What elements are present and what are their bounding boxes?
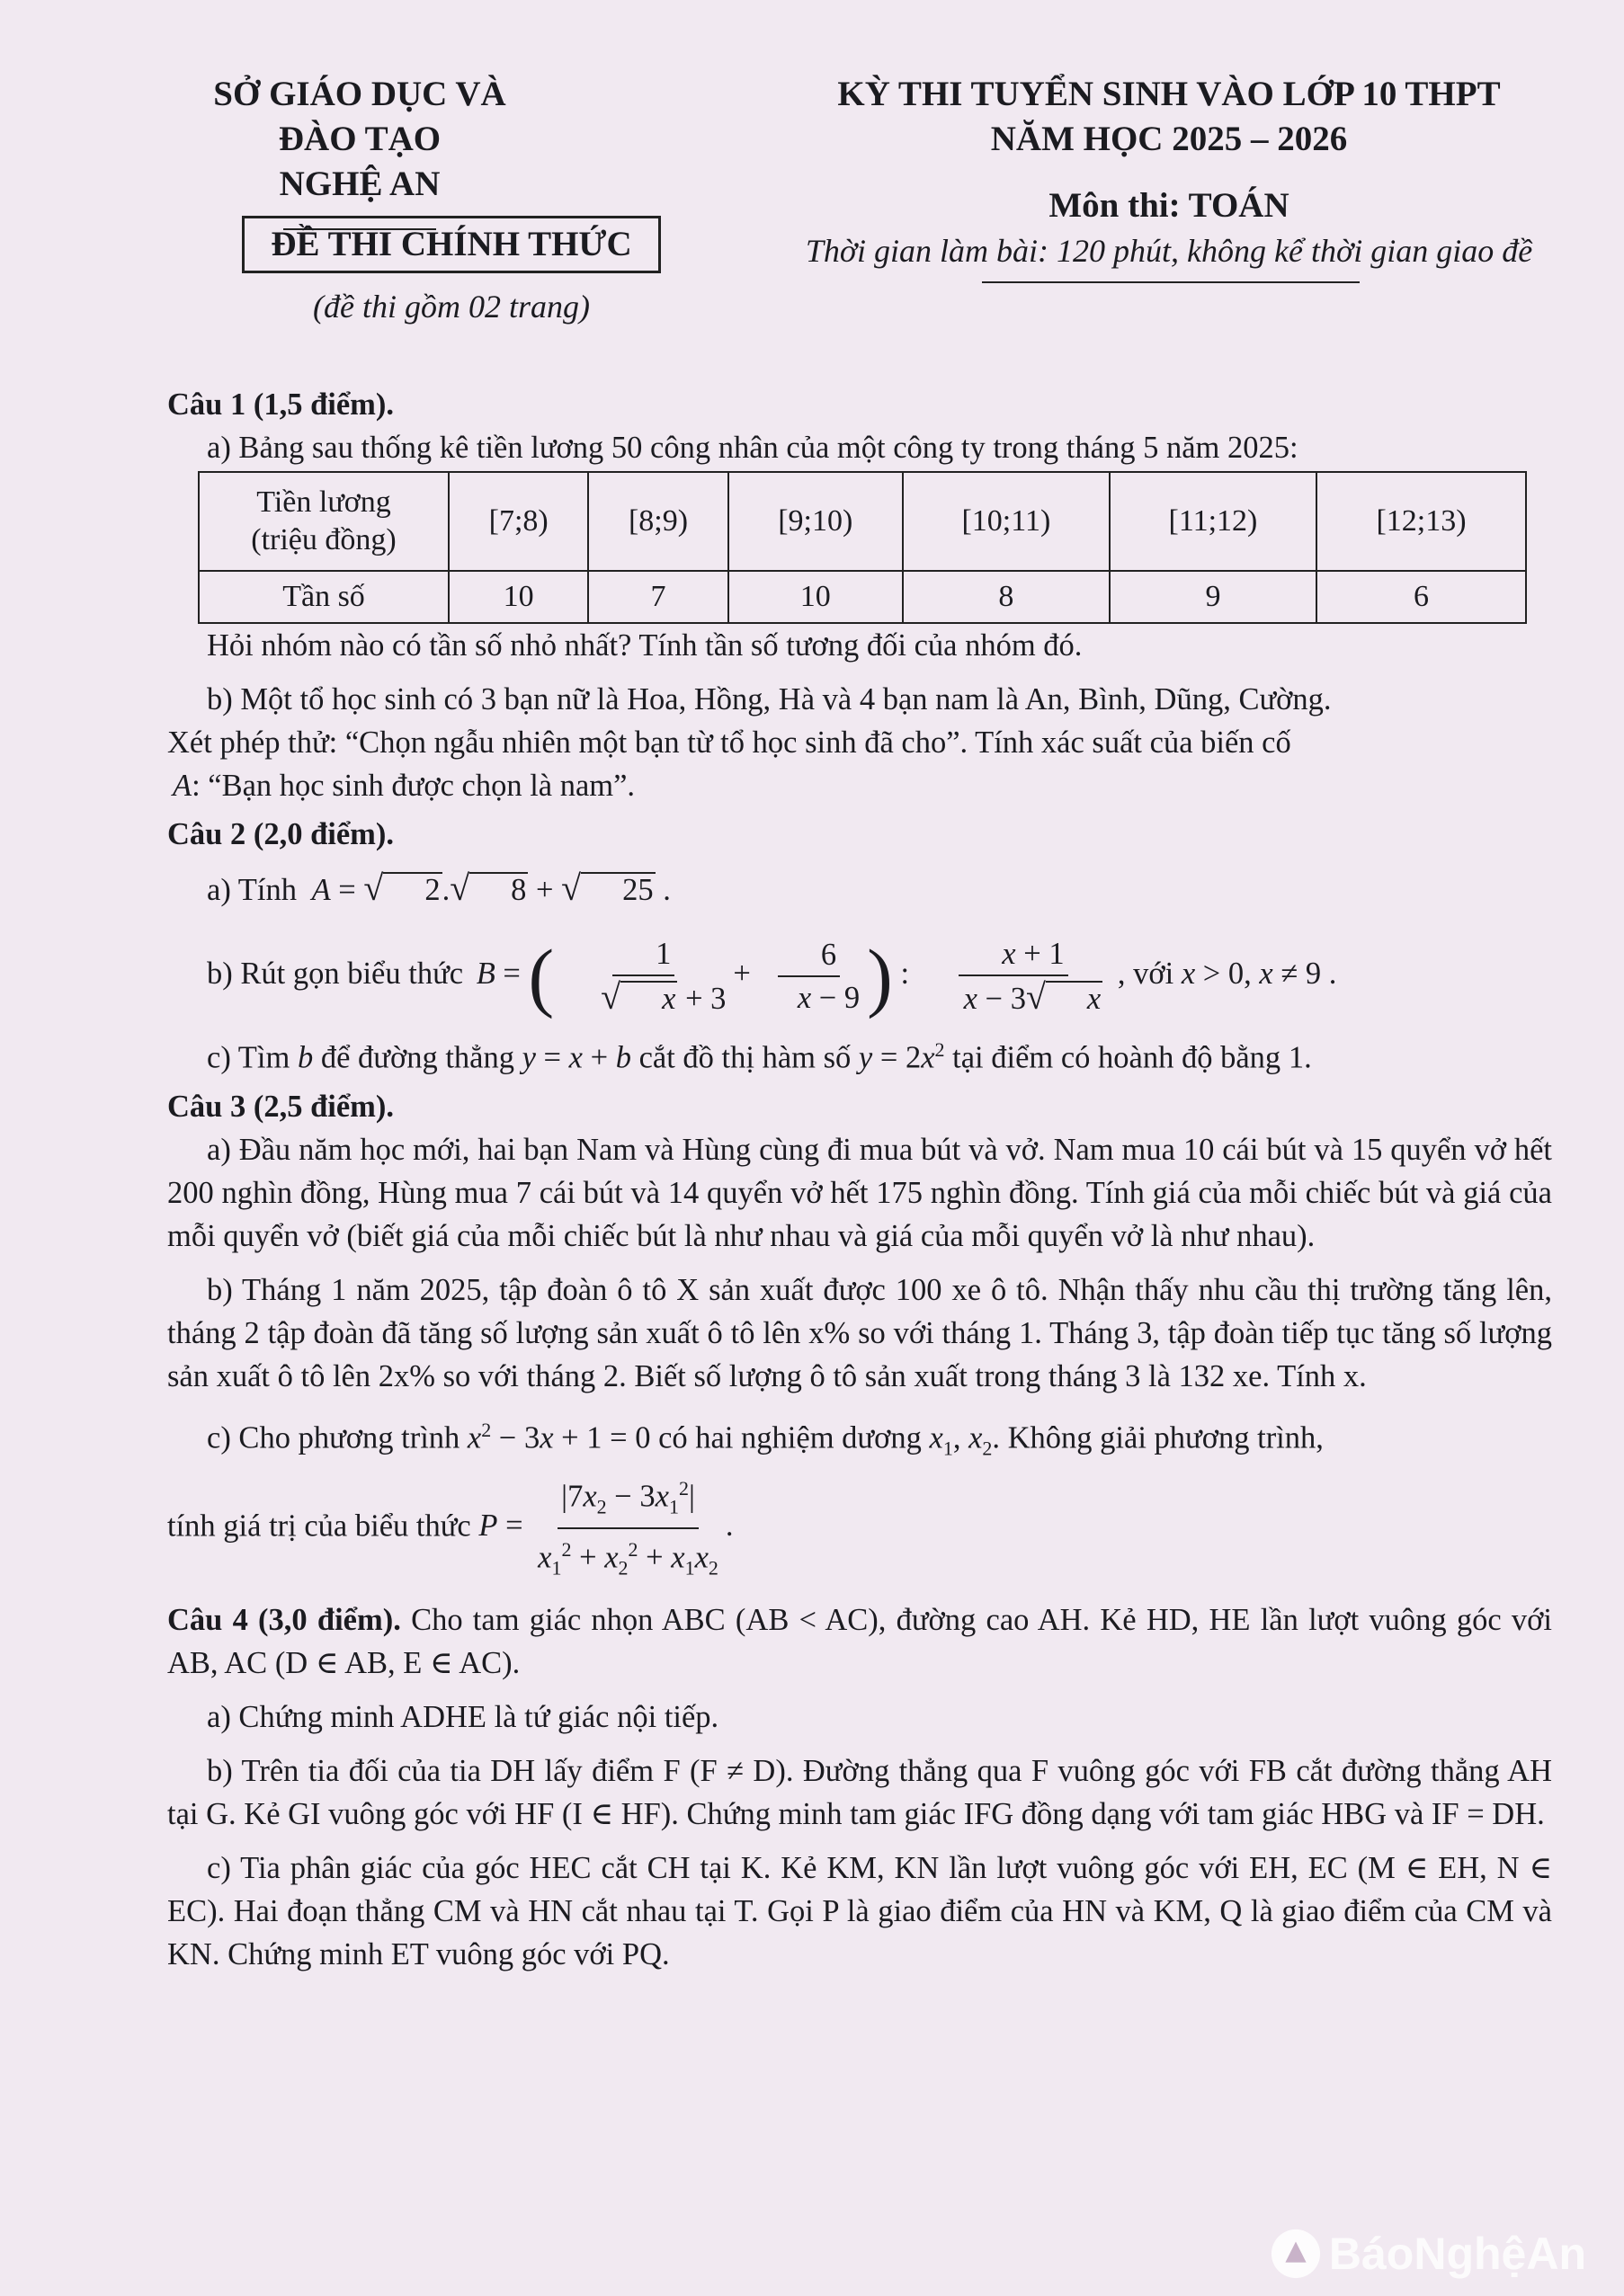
q2b-suffix: , với	[1117, 957, 1174, 991]
watermark-text: BáoNghệAn	[1328, 2229, 1586, 2279]
subject: Môn thi: TOÁN	[1048, 186, 1289, 225]
salary-label: Tiền lương	[256, 485, 391, 519]
event-variable: A	[173, 769, 192, 803]
q2b-prefix: b) Rút gọn biểu thức	[207, 957, 464, 991]
exam-time: Thời gian làm bài: 120 phút, không kể thời gian giao đề	[805, 233, 1533, 269]
interval-cell: [12;13)	[1316, 472, 1526, 571]
q4a: a) Chứng minh ADHE là tứ giác nội tiếp.	[207, 1699, 719, 1734]
q2c-mid3: tại điểm có hoành độ bằng	[952, 1040, 1281, 1075]
interval-cell: [11;12)	[1110, 472, 1316, 571]
department-name: SỞ GIÁO DỤC VÀ ĐÀO TẠO	[213, 75, 506, 158]
exam-title: KỲ THI TUYỂN SINH VÀO LỚP 10 THPT	[837, 75, 1501, 113]
official-exam-box: ĐỀ THI CHÍNH THỨC	[242, 216, 661, 273]
frequency-cell: 10	[728, 571, 903, 623]
watermark	[1270, 2228, 1586, 2280]
school-year: NĂM HỌC 2025 – 2026	[990, 120, 1348, 158]
salary-unit: (triệu đồng)	[251, 523, 397, 556]
question-1-title: Câu 1 (1,5 điểm).	[167, 387, 395, 422]
newspaper-logo-icon	[1270, 2228, 1322, 2280]
salary-table	[198, 471, 1527, 624]
header-left	[180, 72, 540, 230]
q3c-line2	[167, 1470, 1552, 1588]
frequency-label: Tần số	[199, 571, 449, 623]
salary-header	[199, 472, 449, 571]
q2c-prefix: c) Tìm	[207, 1040, 290, 1075]
q3c-mid: có hai nghiệm dương	[658, 1420, 922, 1455]
q2a	[167, 867, 1552, 912]
header-right	[737, 72, 1601, 271]
q4b: b) Trên tia đối của tia DH lấy điểm F (F ≠ D). Đường thẳng qua F vuông góc với FB cắt đường thẳng AH tại G. Kẻ GI vuông góc với HF (I ∈ HF). Chứng minh tam giác IFG đồng dạng với tam giác HBG và IF = DH.	[167, 1753, 1552, 1831]
q3c-line1: c) Cho phương trình $x^2 - 3x + 1 = 0$ có hai nghiệm dương $x_1$, $x_2$. Không giải phương trình,	[207, 1418, 1324, 1459]
q2c: c) Tìm b để đường thẳng y = x + b cắt đồ thị hàm số $y = 2x^2$ tại điểm có hoành độ bằng 1.	[207, 1038, 1312, 1075]
exam-content	[167, 378, 1552, 1976]
province-name: NGHỆ AN	[279, 165, 441, 203]
q1b-line3	[167, 764, 1552, 807]
q2a-formula: A = √ 2.√ 8 + √ 25 .	[311, 868, 671, 908]
pages-note: (đề thi gồm 02 trang)	[313, 289, 590, 325]
frequency-cell: 10	[449, 571, 588, 623]
q1b-line1: b) Một tổ học sinh có 3 bạn nữ là Hoa, Hồng, Hà và 4 bạn nam là An, Bình, Dũng, Cường.	[207, 682, 1332, 716]
frequency-cell: 6	[1316, 571, 1526, 623]
q4c: c) Tia phân giác của góc HEC cắt CH tại K. Kẻ KM, KN lần lượt vuông góc với EH, EC (M ∈ EH, N ∈ EC). Hai đoạn thẳng CM và HN cắt nhau tại T. Gọi P là giao điểm của HN và KM, Q là giao điểm của CM và KN. Chứng minh ET vuông góc với PQ.	[167, 1850, 1552, 1971]
interval-cell: [8;9)	[588, 472, 727, 571]
interval-cell: [10;11)	[903, 472, 1110, 571]
question-2-title: Câu 2 (2,0 điểm).	[167, 817, 395, 851]
q4-intro	[167, 1598, 1552, 1685]
q2b-formula: B = ( $\frac{1}{√ x + 3}$ + $\frac{6}{x - 9}$ ) : $\frac{x + 1}{x - 3√ x}$	[476, 933, 1102, 1020]
question-3-title: Câu 3 (2,5 điểm).	[167, 1089, 395, 1124]
q3b: b) Tháng 1 năm 2025, tập đoàn ô tô X sản xuất được 100 xe ô tô. Nhận thấy nhu cầu thị trường tăng lên, tháng 2 tập đoàn đã tăng số lượng sản xuất ô tô lên x% so với tháng 1. Tháng 3, tập đoàn tiếp tục tăng số lượng sản xuất ô tô lên 2x% so với tháng 2. Biết số lượng ô tô sản xuất trong tháng 3 là 132 xe. Tính x.	[167, 1272, 1552, 1393]
q3a: a) Đầu năm học mới, hai bạn Nam và Hùng cùng đi mua bút và vở. Nam mua 10 cái bút và 15 quyển vở hết 200 nghìn đồng, Hùng mua 7 cái bút và 14 quyển vở hết 175 nghìn đồng. Tính giá của mỗi chiếc bút và giá của mỗi quyển vở (biết giá của mỗi chiếc bút là như nhau và giá của mỗi quyển vở là như nhau).	[167, 1132, 1552, 1253]
q3c-formula: P = $\frac{|7x_2 - 3x_1^2|}{x_1^2 + x_2^2 + x_1x_2}$ .	[478, 1508, 733, 1543]
q2b-condition: x > 0, x ≠ 9 .	[1181, 957, 1337, 991]
header-divider-right	[982, 281, 1360, 283]
q2b	[167, 933, 1552, 1018]
q3c-line2-text: tính giá trị của biểu thức	[167, 1508, 471, 1544]
q3c-prefix: c) Cho phương trình	[207, 1420, 460, 1455]
q1a-intro: a) Bảng sau thống kê tiền lương 50 công nhân của một công ty trong tháng 5 năm 2025:	[207, 431, 1298, 465]
q2c-mid2: cắt đồ thị hàm số	[638, 1040, 852, 1075]
q1a-question: Hỏi nhóm nào có tần số nhỏ nhất? Tính tần số tương đối của nhóm đó.	[207, 628, 1083, 663]
interval-cell: [9;10)	[728, 472, 903, 571]
frequency-cell: 8	[903, 571, 1110, 623]
q2a-prefix: a) Tính	[207, 873, 297, 907]
q1b-line2: Xét phép thử: “Chọn ngẫu nhiên một bạn từ tổ học sinh đã cho”. Tính xác suất của biến cố	[167, 725, 1291, 760]
interval-cell: [7;8)	[449, 472, 588, 571]
frequency-cell: 9	[1110, 571, 1316, 623]
event-description: : “Bạn học sinh được chọn là nam”.	[192, 769, 636, 803]
q4-intro-text: Cho tam giác nhọn ABC (AB < AC), đường cao AH. Kẻ HD, HE lần lượt vuông góc với AB, AC (D ∈ AB, E ∈ AC).	[167, 1602, 1553, 1680]
question-4-title: Câu 4 (3,0 điểm).	[167, 1602, 401, 1637]
q2c-mid1: để đường thẳng	[320, 1040, 514, 1075]
frequency-cell: 7	[588, 571, 727, 623]
q3c-suffix: . Không giải phương trình,	[992, 1420, 1324, 1455]
